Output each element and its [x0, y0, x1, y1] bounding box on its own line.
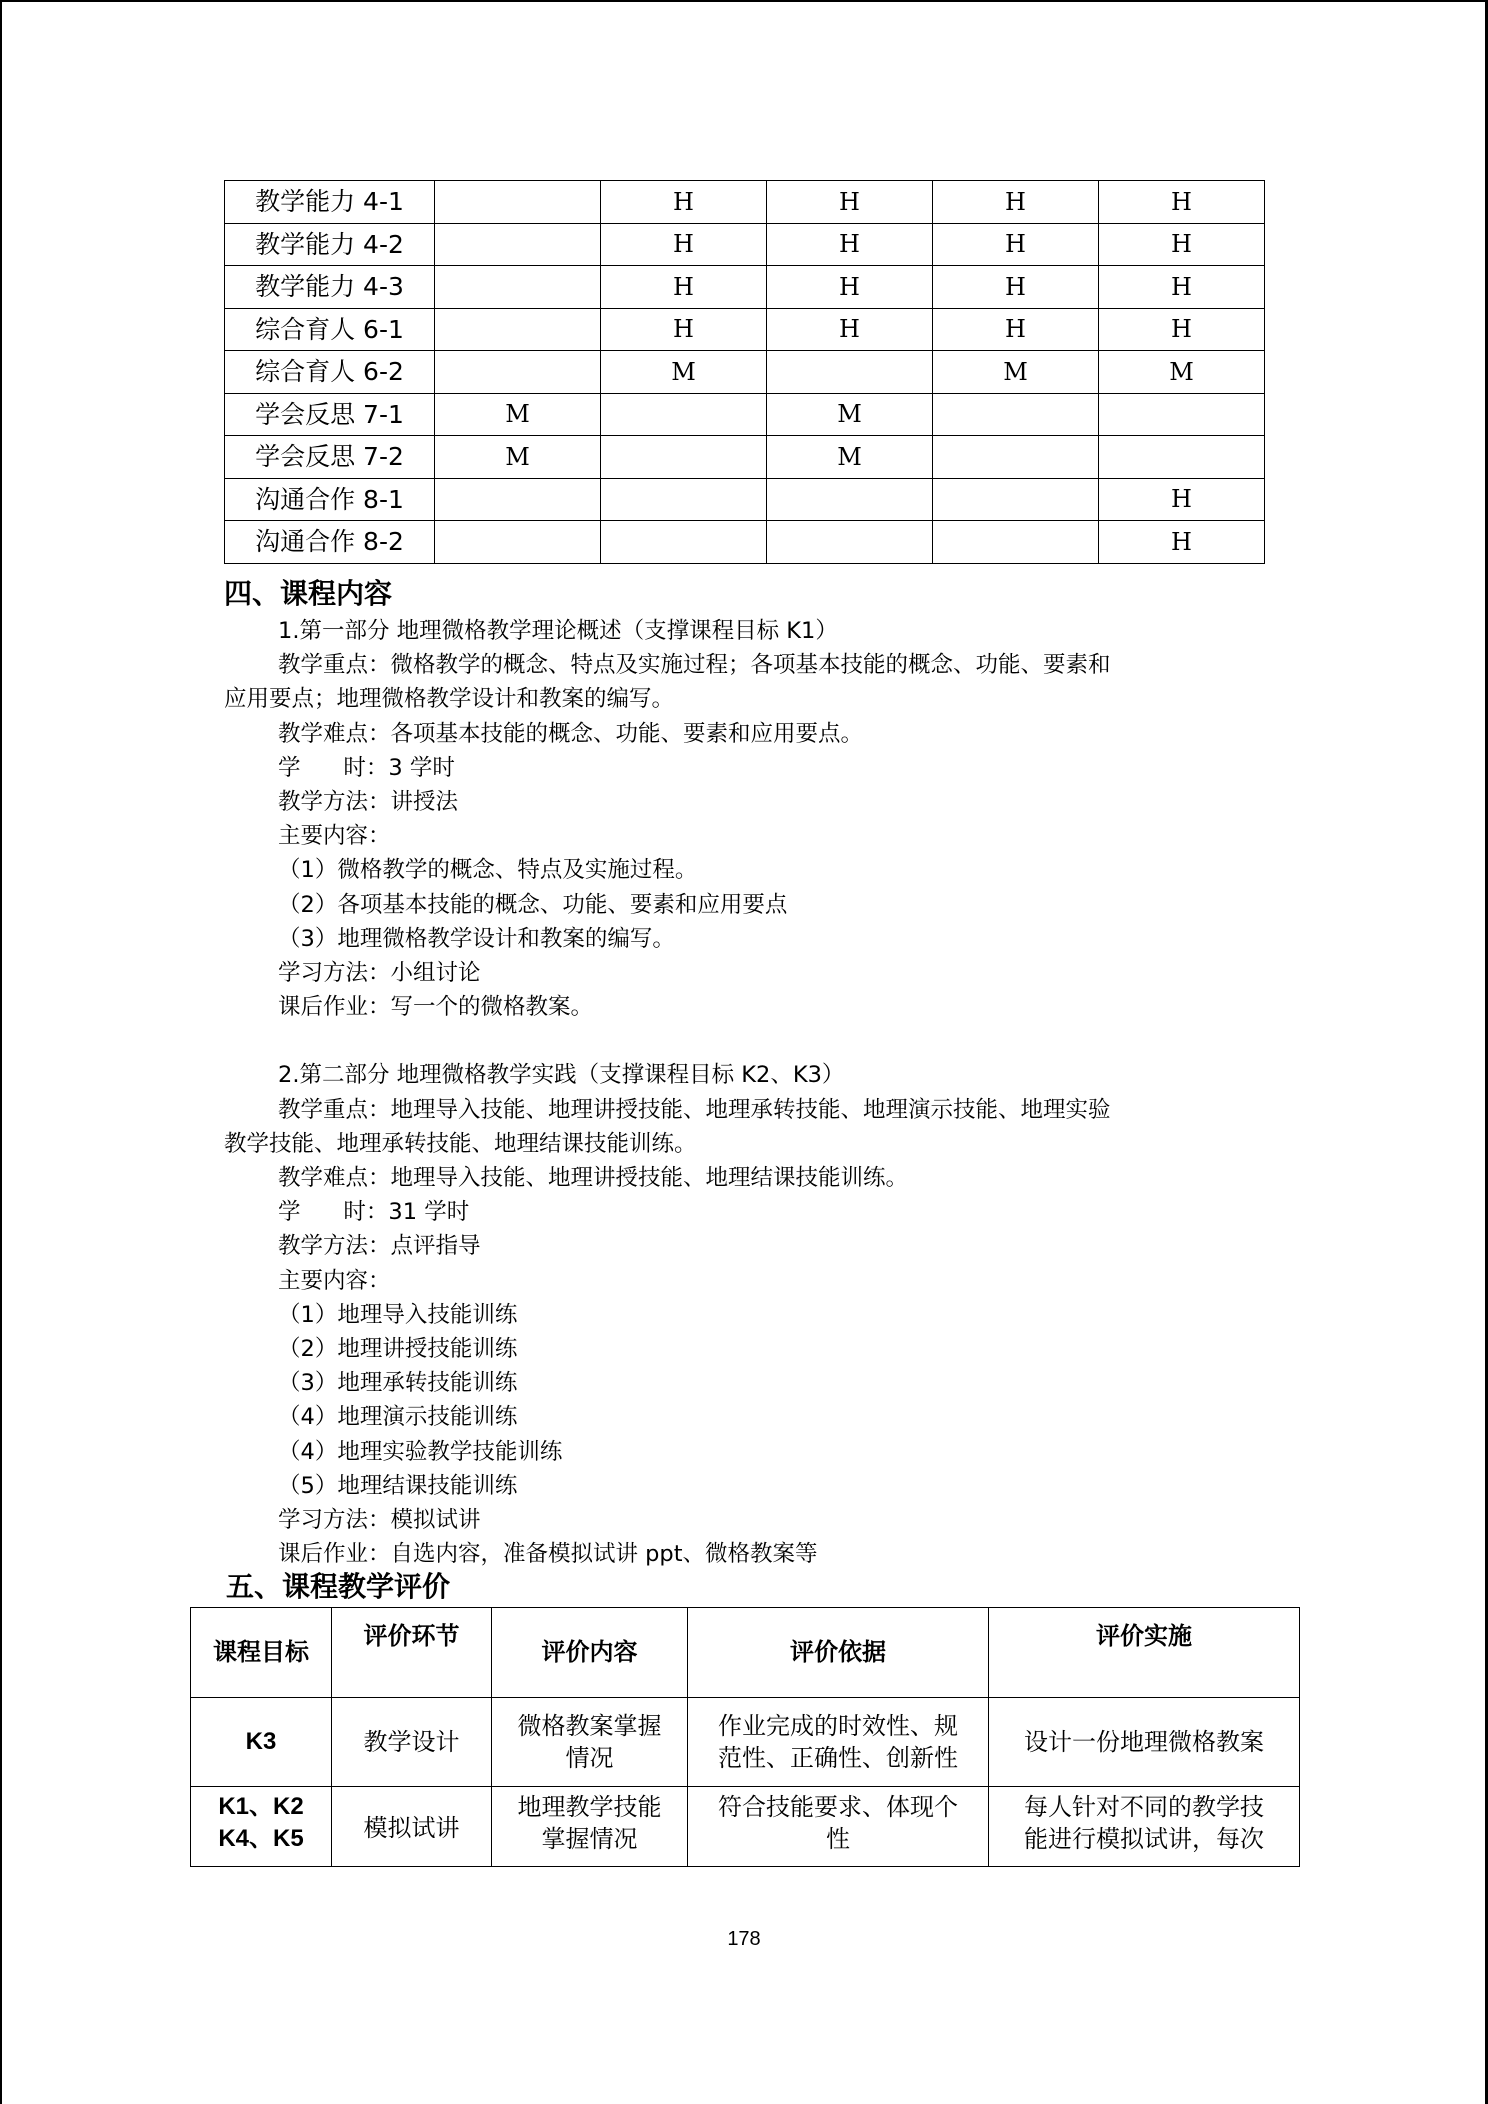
course-content-body	[224, 614, 1264, 1571]
part1-method: 教学方法：讲授法	[278, 788, 459, 815]
cell-line: 能进行模拟试讲，每次	[1024, 1825, 1264, 1854]
part2-hours: 学 时：31 学时	[278, 1199, 470, 1226]
support-level-cell	[435, 181, 601, 224]
cell-line: K3	[245, 1727, 277, 1755]
indicator-label: 学会反思 7-1	[225, 393, 435, 436]
support-level-cell: H	[933, 223, 1099, 266]
support-level-cell: H	[1099, 478, 1265, 521]
evaluation-header-row	[191, 1608, 1300, 1698]
support-level-cell: M	[933, 351, 1099, 394]
support-level-cell	[601, 436, 767, 479]
content-cell	[492, 1787, 688, 1867]
part1-key-points-line1: 教学重点：微格教学的概念、特点及实施过程；各项基本技能的概念、功能、要素和	[278, 652, 1111, 679]
table-row	[225, 478, 1265, 521]
support-level-cell: H	[601, 266, 767, 309]
table-row	[225, 521, 1265, 564]
part2-title: 2.第二部分 地理微格教学实践（支撑课程目标 K2、K3）	[278, 1062, 845, 1089]
target-cell	[191, 1698, 332, 1787]
support-level-cell: H	[1099, 181, 1265, 224]
indicator-label: 综合育人 6-2	[225, 351, 435, 394]
table-row	[225, 393, 1265, 436]
header-cell: 评价环节	[332, 1608, 492, 1698]
support-level-cell	[601, 393, 767, 436]
cell-line: 掌握情况	[541, 1825, 638, 1854]
cell-line: 情况	[565, 1744, 614, 1772]
support-level-cell: H	[1099, 308, 1265, 351]
support-level-cell	[1099, 393, 1265, 436]
part1-difficulty: 教学难点：各项基本技能的概念、功能、要素和应用要点。	[278, 720, 864, 747]
support-level-cell	[767, 521, 933, 564]
support-level-cell: M	[601, 351, 767, 394]
part2-learning-method: 学习方法：模拟试讲	[278, 1506, 481, 1533]
support-level-cell: H	[767, 308, 933, 351]
cell-line: K4、K5	[218, 1825, 304, 1853]
support-level-cell	[933, 521, 1099, 564]
support-level-cell: M	[767, 393, 933, 436]
indicator-label: 教学能力 4-3	[225, 266, 435, 309]
support-level-cell: H	[601, 223, 767, 266]
header-cell: 评价依据	[688, 1608, 989, 1698]
cell-line: 微格教案掌握	[517, 1711, 662, 1740]
part1-main-label: 主要内容：	[278, 823, 391, 850]
indicator-label: 学会反思 7-2	[225, 436, 435, 479]
objective-mapping-table	[224, 180, 1265, 564]
part2-item: （4）地理实验教学技能训练	[278, 1438, 563, 1465]
part2-homework: 课后作业：自选内容，准备模拟试讲 ppt、微格教案等	[278, 1541, 818, 1568]
evaluation-table	[190, 1607, 1300, 1867]
support-level-cell	[933, 436, 1099, 479]
page-number: 178	[727, 1928, 761, 1950]
support-level-cell: H	[767, 223, 933, 266]
header-cell: 课程目标	[191, 1608, 332, 1698]
support-level-cell	[767, 351, 933, 394]
part1-key-points-line2: 应用要点；地理微格教学设计和教案的编写。	[224, 686, 675, 713]
support-level-cell	[435, 478, 601, 521]
support-level-cell: H	[1099, 223, 1265, 266]
header-cell: 评价实施	[989, 1608, 1300, 1698]
cell-line: 每人针对不同的教学技	[1024, 1793, 1264, 1821]
indicator-label: 教学能力 4-1	[225, 181, 435, 224]
cell-line: 范性、正确性、创新性	[718, 1744, 958, 1772]
target-cell	[191, 1787, 332, 1867]
header-cell: 评价内容	[492, 1608, 688, 1698]
support-level-cell	[435, 308, 601, 351]
paragraph-spacer	[224, 1024, 1264, 1058]
support-level-cell	[601, 478, 767, 521]
table-row	[191, 1787, 1300, 1867]
support-level-cell: H	[767, 266, 933, 309]
support-level-cell: H	[933, 181, 1099, 224]
part1-title: 1.第一部分 地理微格教学理论概述（支撑课程目标 K1）	[278, 618, 838, 644]
part1-item: （3）地理微格教学设计和教案的编写。	[278, 925, 675, 952]
support-level-cell: H	[601, 181, 767, 224]
stage-cell: 模拟试讲	[332, 1787, 492, 1867]
cell-line: K1、K2	[218, 1793, 304, 1820]
table-row	[225, 223, 1265, 266]
indicator-label: 沟通合作 8-2	[225, 521, 435, 564]
part1-item: （2）各项基本技能的概念、功能、要素和应用要点	[278, 891, 788, 918]
support-level-cell	[435, 521, 601, 564]
section-heading-evaluation: 五、课程教学评价	[226, 1570, 451, 1603]
mapping-table-body	[225, 181, 1265, 564]
stage-cell: 教学设计	[332, 1698, 492, 1787]
indicator-label: 综合育人 6-1	[225, 308, 435, 351]
support-level-cell	[933, 478, 1099, 521]
support-level-cell: H	[933, 308, 1099, 351]
part2-key-points-line1: 教学重点：地理导入技能、地理讲授技能、地理承转技能、地理演示技能、地理实验	[278, 1096, 1111, 1123]
part1-learning-method: 学习方法：小组讨论	[278, 959, 481, 986]
page-border-left	[0, 0, 2, 2104]
part2-main-label: 主要内容：	[278, 1267, 391, 1294]
support-level-cell: H	[1099, 266, 1265, 309]
cell-line: 地理教学技能	[517, 1793, 662, 1821]
cell-line: 作业完成的时效性、规	[718, 1711, 958, 1740]
basis-cell	[688, 1698, 989, 1787]
support-level-cell	[767, 478, 933, 521]
table-row	[225, 181, 1265, 224]
support-level-cell	[1099, 436, 1265, 479]
part2-difficulty: 教学难点：地理导入技能、地理讲授技能、地理结课技能训练。	[278, 1165, 909, 1191]
support-level-cell: M	[1099, 351, 1265, 394]
support-level-cell: M	[767, 436, 933, 479]
indicator-label: 教学能力 4-2	[225, 223, 435, 266]
support-level-cell	[933, 393, 1099, 436]
indicator-label: 沟通合作 8-1	[225, 478, 435, 521]
part2-item: （4）地理演示技能训练	[278, 1404, 518, 1431]
page-border-top	[0, 0, 1488, 2]
part1-item: （1）微格教学的概念、特点及实施过程。	[278, 857, 698, 884]
table-row	[225, 351, 1265, 394]
support-level-cell: M	[435, 393, 601, 436]
support-level-cell	[435, 351, 601, 394]
implementation-cell	[989, 1787, 1300, 1867]
part1-homework: 课后作业：写一个的微格教案。	[278, 994, 594, 1021]
cell-line: 符合技能要求、体现个	[718, 1793, 958, 1821]
table-row	[225, 266, 1265, 309]
support-level-cell	[435, 223, 601, 266]
table-row	[191, 1698, 1300, 1787]
part2-item: （2）地理讲授技能训练	[278, 1335, 518, 1362]
support-level-cell: H	[933, 266, 1099, 309]
cell-line: 设计一份地理微格教案	[1024, 1727, 1264, 1756]
content-cell	[492, 1698, 688, 1787]
implementation-cell	[989, 1698, 1300, 1787]
part2-method: 教学方法：点评指导	[278, 1233, 481, 1260]
support-level-cell: H	[601, 308, 767, 351]
part2-item: （5）地理结课技能训练	[278, 1472, 518, 1499]
support-level-cell: M	[435, 436, 601, 479]
cell-line: 性	[826, 1825, 850, 1854]
table-row	[225, 308, 1265, 351]
part1-hours: 学 时：3 学时	[278, 754, 455, 781]
table-row	[225, 436, 1265, 479]
basis-cell	[688, 1787, 989, 1867]
support-level-cell	[601, 521, 767, 564]
support-level-cell: H	[1099, 521, 1265, 564]
part2-key-points-line2: 教学技能、地理承转技能、地理结课技能训练。	[224, 1130, 697, 1157]
part2-item: （1）地理导入技能训练	[278, 1301, 518, 1328]
support-level-cell	[435, 266, 601, 309]
support-level-cell: H	[767, 181, 933, 224]
part2-item: （3）地理承转技能训练	[278, 1370, 518, 1397]
section-heading-course-content: 四、课程内容	[224, 577, 393, 610]
